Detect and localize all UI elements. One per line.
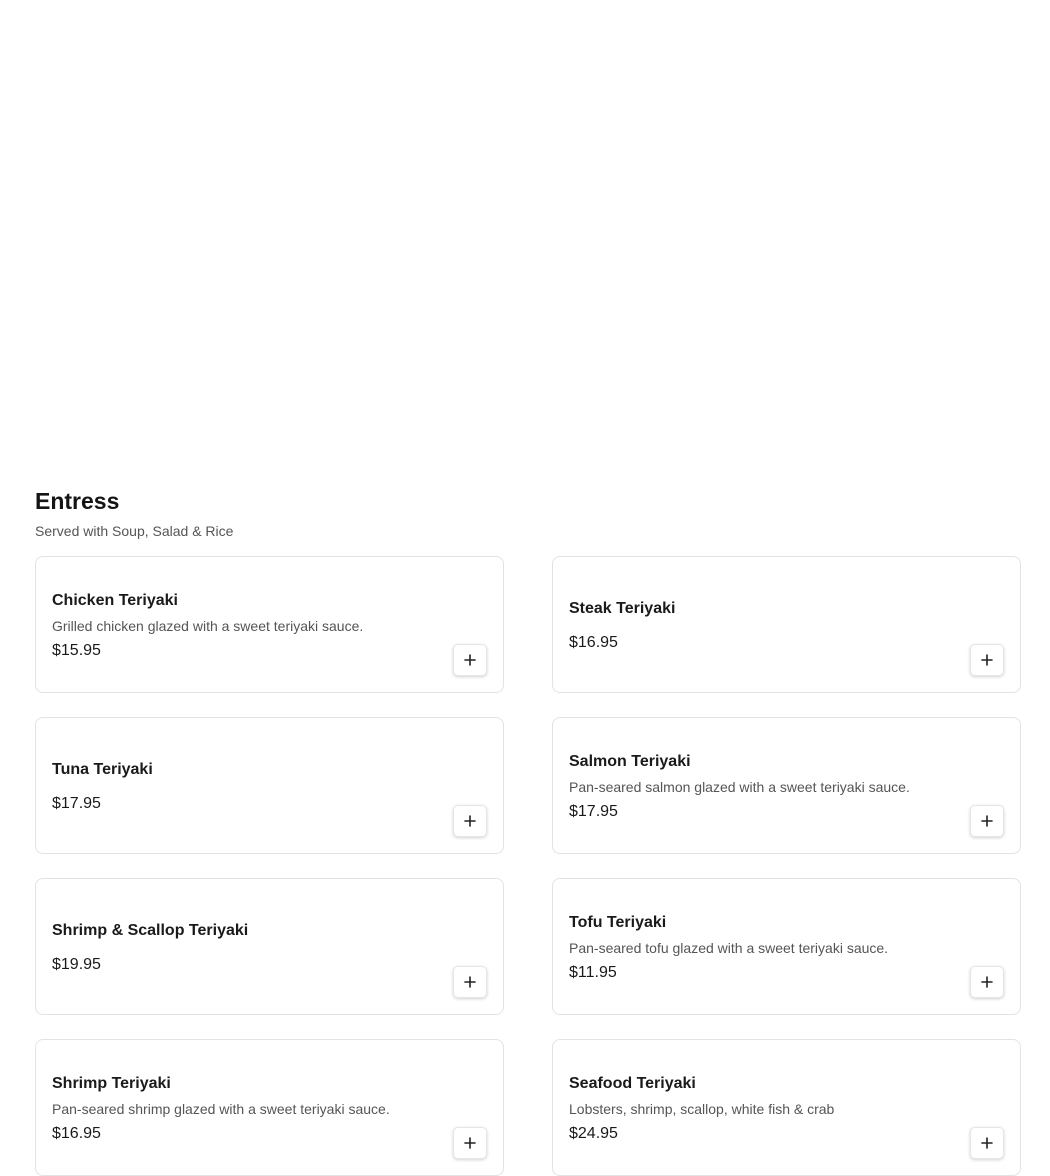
menu-item-card[interactable] — [552, 717, 1021, 854]
add-item-button[interactable] — [970, 805, 1004, 837]
menu-item-card[interactable] — [552, 556, 1021, 693]
menu-item-info — [52, 920, 487, 976]
plus-icon — [464, 976, 476, 988]
menu-item-price: $17.95 — [569, 802, 618, 820]
menu-item-name: Tofu Teriyaki — [569, 913, 667, 931]
menu-item-info — [569, 751, 1004, 823]
menu-item-name: Shrimp & Scallop Teriyaki — [52, 921, 249, 939]
menu-item-info — [569, 598, 1004, 654]
add-item-button[interactable] — [453, 644, 487, 676]
menu-section — [35, 486, 1021, 1142]
menu-item-card[interactable] — [35, 717, 504, 854]
plus-icon — [464, 654, 476, 666]
menu-item-name: Chicken Teriyaki — [52, 591, 178, 609]
menu-item-price: $24.95 — [569, 1124, 618, 1142]
menu-item-price: $15.95 — [52, 641, 101, 659]
menu-item-description: Pan-seared tofu glazed with a sweet teriyaki sauce. — [569, 939, 889, 956]
section-subtitle: Served with Soup, Salad & Rice — [35, 523, 234, 539]
plus-icon — [981, 976, 993, 988]
menu-item-price: $16.95 — [569, 633, 618, 651]
menu-item-description: Pan-seared shrimp glazed with a sweet teriyaki sauce. — [52, 1100, 390, 1117]
menu-item-price: $16.95 — [52, 1124, 101, 1142]
add-item-button[interactable] — [453, 805, 487, 837]
menu-item-card[interactable] — [35, 556, 504, 693]
add-item-button[interactable] — [970, 966, 1004, 998]
menu-item-name: Steak Teriyaki — [569, 599, 676, 617]
menu-item-price: $17.95 — [52, 794, 101, 812]
add-item-button[interactable] — [970, 1127, 1004, 1159]
menu-item-card[interactable] — [35, 878, 504, 1015]
menu-item-info — [52, 1073, 487, 1145]
menu-item-description: Grilled chicken glazed with a sweet teriyaki sauce. — [52, 617, 364, 634]
plus-icon — [464, 1137, 476, 1149]
add-item-button[interactable] — [970, 644, 1004, 676]
menu-item-card[interactable] — [552, 878, 1021, 1015]
plus-icon — [464, 815, 476, 827]
menu-item-info — [52, 759, 487, 815]
menu-item-description: Pan-seared salmon glazed with a sweet teriyaki sauce. — [569, 778, 910, 795]
section-title: Entress — [35, 488, 120, 514]
menu-item-price: $19.95 — [52, 955, 101, 973]
menu-item-card[interactable] — [552, 1039, 1021, 1176]
menu-item-name: Salmon Teriyaki — [569, 752, 691, 770]
add-item-button[interactable] — [453, 966, 487, 998]
menu-item-name: Tuna Teriyaki — [52, 760, 153, 778]
add-item-button[interactable] — [453, 1127, 487, 1159]
menu-item-info — [569, 912, 1004, 984]
plus-icon — [981, 654, 993, 666]
menu-item-card[interactable] — [35, 1039, 504, 1176]
menu-items-grid — [35, 556, 1021, 1176]
plus-icon — [981, 815, 993, 827]
menu-item-name: Shrimp Teriyaki — [52, 1074, 171, 1092]
menu-item-price: $11.95 — [569, 963, 617, 981]
menu-item-info — [52, 590, 487, 662]
plus-icon — [981, 1137, 993, 1149]
menu-item-info — [569, 1073, 1004, 1145]
menu-item-description: Lobsters, shrimp, scallop, white fish & crab — [569, 1100, 835, 1117]
menu-item-name: Seafood Teriyaki — [569, 1074, 696, 1092]
